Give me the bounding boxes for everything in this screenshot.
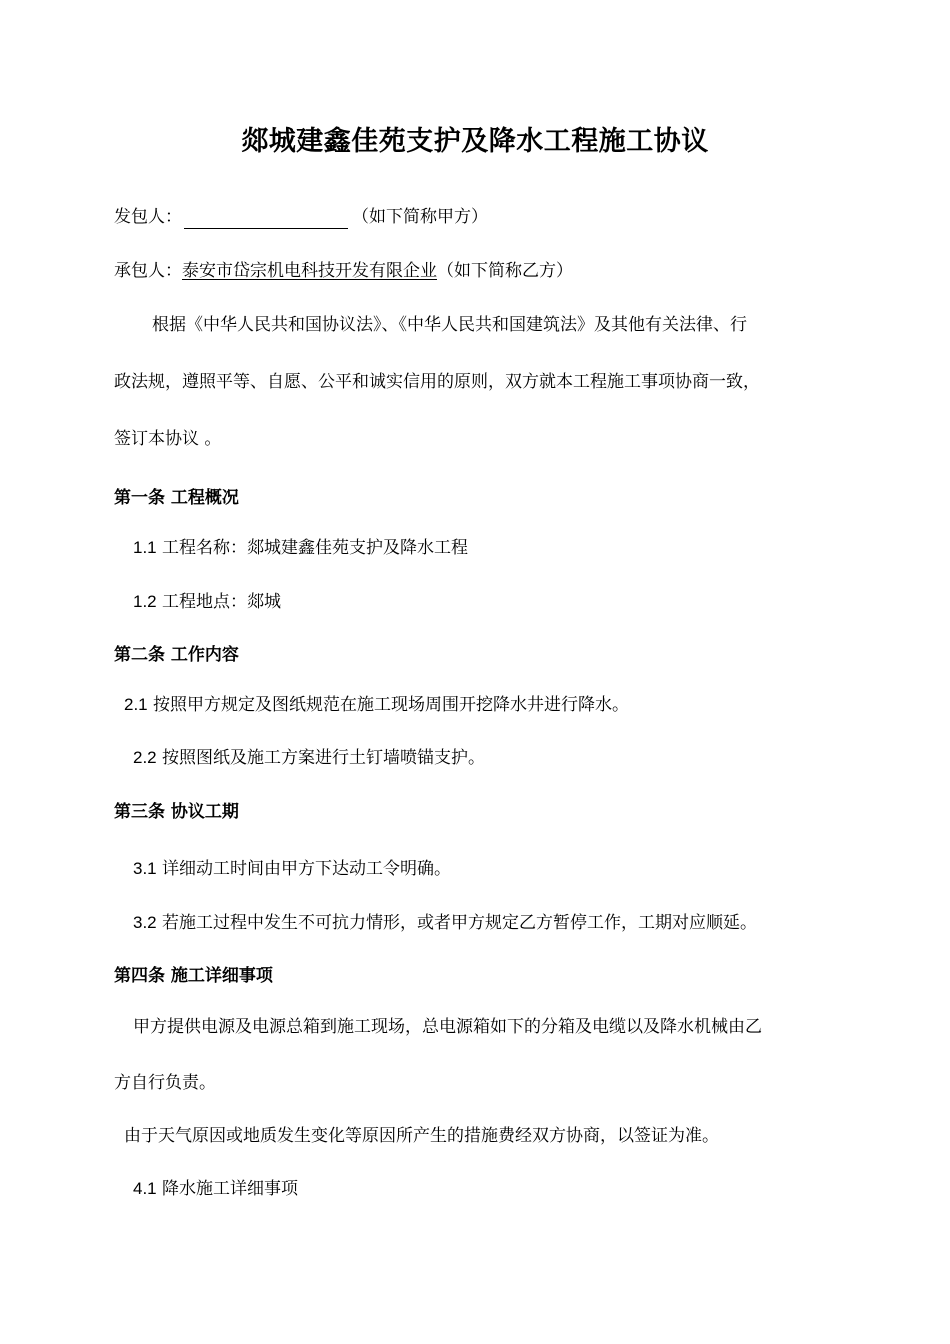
preamble-line-2: 政法规，遵照平等、自愿、公平和诚实信用的原则，双方就本工程施工事项协商一致，	[114, 372, 760, 392]
item-text: 详细动工时间由甲方下达动工令明确。	[162, 859, 452, 879]
article-3-heading: 第三条 协议工期	[114, 802, 239, 822]
item-number: 3.1	[133, 859, 157, 878]
article-3-item-1	[133, 857, 451, 881]
preamble-line-3: 签订本协议 。	[114, 429, 222, 449]
article-4-heading: 第四条 施工详细事项	[114, 966, 273, 986]
item-number: 3.2	[133, 913, 157, 932]
item-number: 2.1	[124, 695, 148, 714]
party-b-label: 承包人：	[114, 261, 182, 281]
article-1-heading: 第一条 工程概况	[114, 488, 239, 508]
party-a-label: 发包人：	[114, 207, 182, 227]
article-3-item-2	[133, 911, 757, 935]
article-4-paragraph-2: 由于天气原因或地质发生变化等原因所产生的措施费经双方协商，以签证为准。	[124, 1126, 719, 1146]
article-1-item-2	[133, 590, 281, 614]
article-4-sub-item-1	[133, 1177, 298, 1201]
item-text: 按照甲方规定及图纸规范在施工现场周围开挖降水井进行降水。	[153, 695, 630, 715]
article-2-item-1	[124, 693, 629, 717]
item-number: 2.2	[133, 748, 157, 767]
article-2-item-2	[133, 746, 485, 770]
item-number: 4.1	[133, 1179, 157, 1198]
preamble-line-1: 根据《中华人民共和国协议法》、《中华人民共和国建筑法》及其他有关法律、行	[152, 315, 747, 335]
party-b-name: 泰安市岱宗机电科技开发有限企业	[182, 261, 437, 281]
document-title: 郯城建鑫佳苑支护及降水工程施工协议	[241, 126, 709, 157]
party-b-suffix: （如下简称乙方）	[437, 261, 573, 281]
article-2-heading: 第二条 工作内容	[114, 645, 239, 665]
item-text: 降水施工详细事项	[162, 1179, 299, 1199]
article-1-item-1	[133, 536, 468, 560]
party-a-suffix: （如下简称甲方）	[352, 207, 488, 227]
item-text: 若施工过程中发生不可抗力情形，或者甲方规定乙方暂停工作，工期对应顺延。	[162, 913, 758, 933]
article-4-paragraph-1-line-1: 甲方提供电源及电源总箱到施工现场，总电源箱如下的分箱及电缆以及降水机械由乙	[133, 1017, 762, 1037]
article-4-paragraph-1-line-2: 方自行负责。	[114, 1073, 216, 1093]
item-number: 1.1	[133, 538, 157, 557]
item-text: 工程名称：郯城建鑫佳苑支护及降水工程	[162, 538, 469, 558]
party-a-line	[114, 205, 488, 229]
item-text: 工程地点：郯城	[162, 592, 282, 612]
party-b-line	[114, 259, 573, 283]
item-text: 按照图纸及施工方案进行土钉墙喷锚支护。	[162, 748, 486, 768]
party-a-blank-field[interactable]	[184, 209, 348, 229]
item-number: 1.2	[133, 592, 157, 611]
